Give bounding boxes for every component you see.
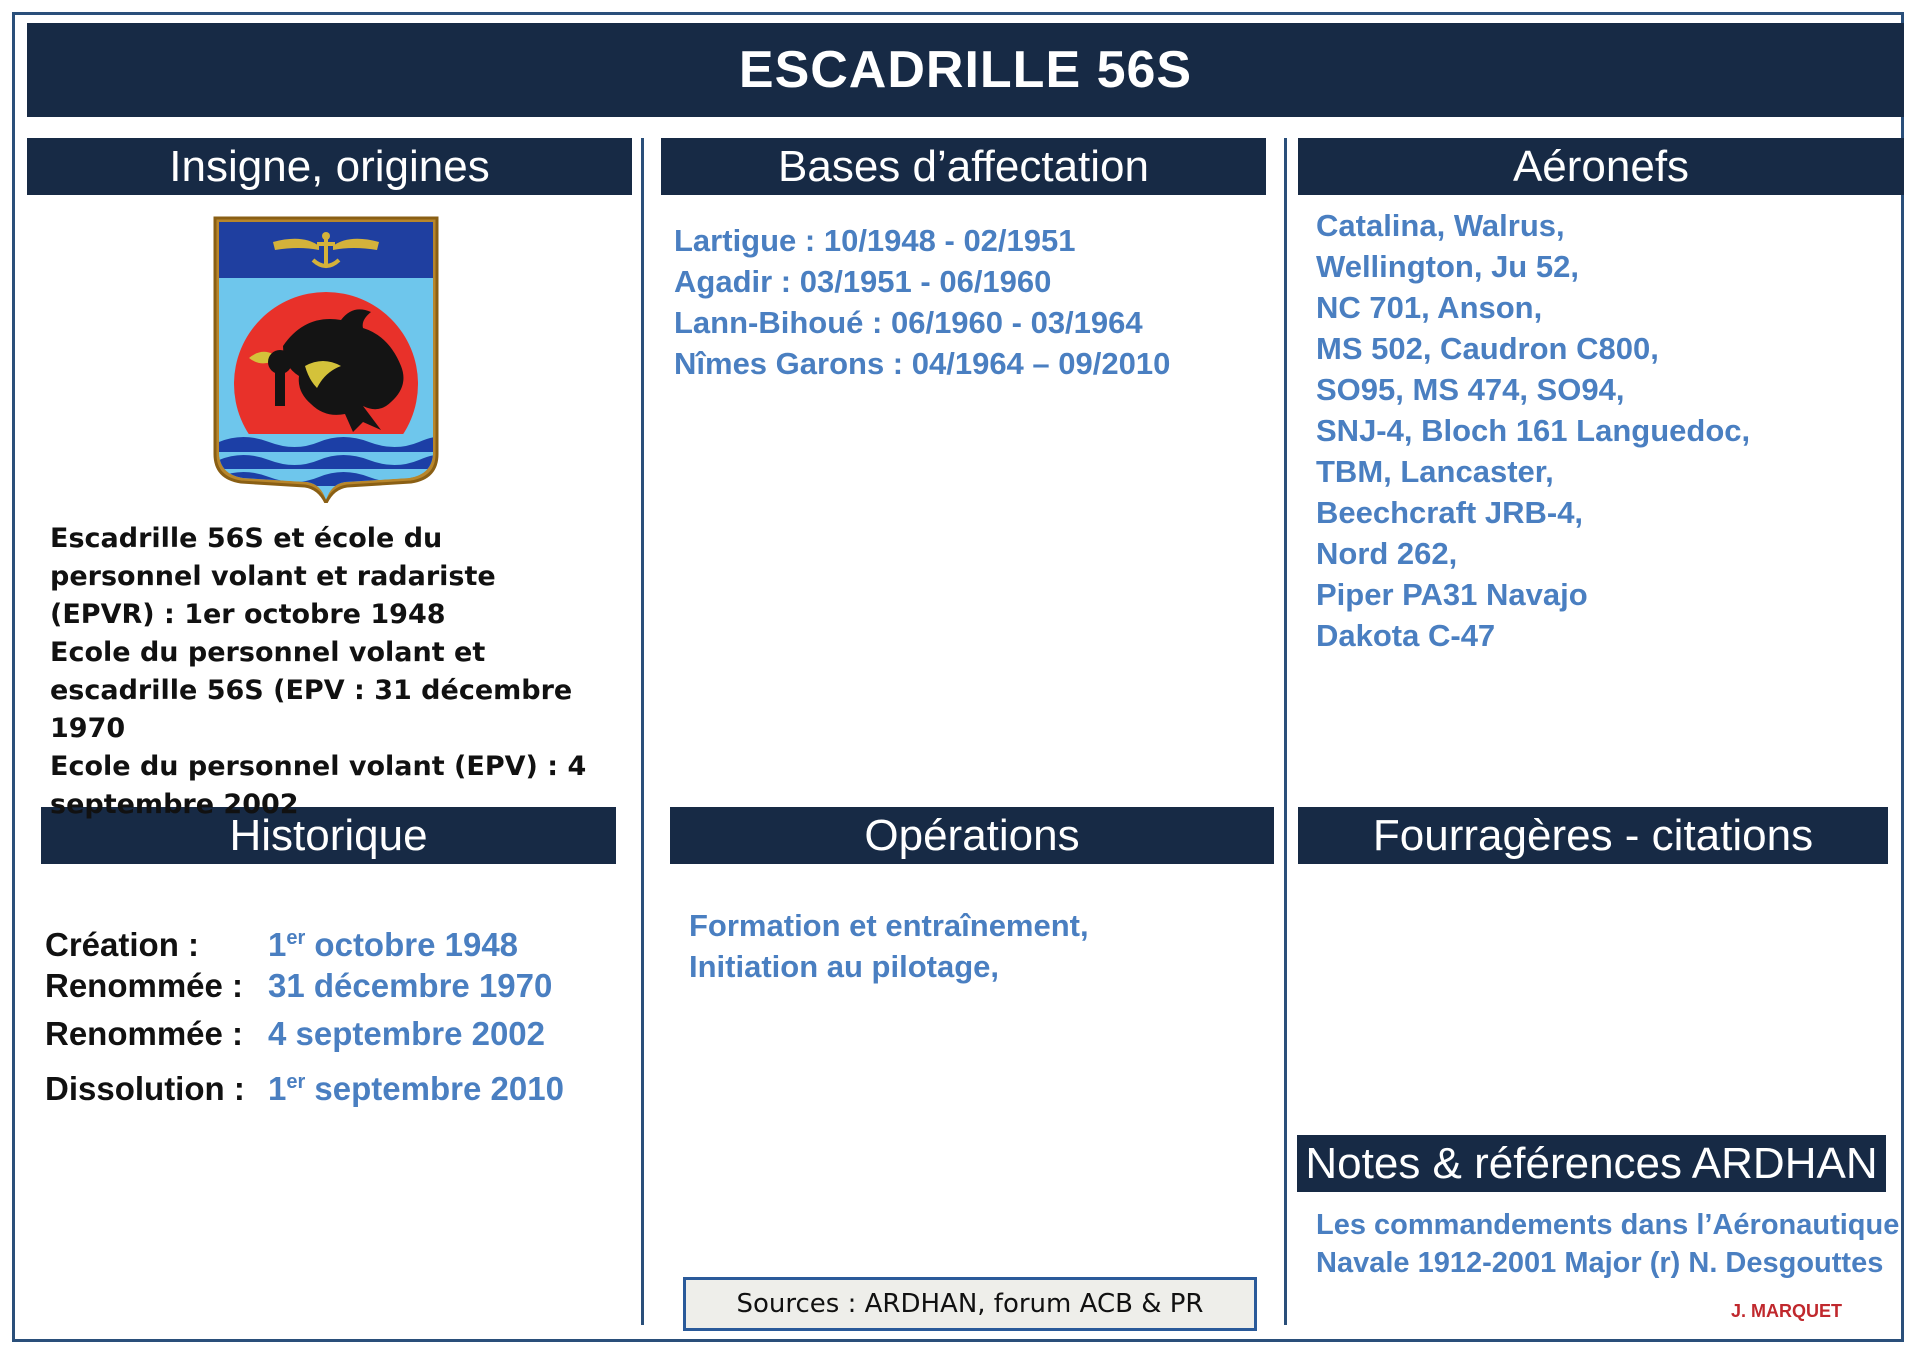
- aircraft-item: MS 502, Caudron C800,: [1316, 331, 1659, 366]
- page-title: ESCADRILLE 56S: [27, 23, 1904, 117]
- base-item: Agadir : 03/1951 - 06/1960: [674, 264, 1052, 299]
- history-label: Dissolution :: [45, 1070, 245, 1107]
- sources-box: Sources : ARDHAN, forum ACB & PR: [683, 1277, 1257, 1331]
- origins-line: Escadrille 56S et école du personnel volant et radariste (EPVR) : 1er octobre 1948: [50, 523, 496, 630]
- history-label: Renommée :: [45, 967, 244, 1004]
- bases-list: [674, 220, 1170, 384]
- note-item: Les commandements dans l’Aéronautique: [1316, 1209, 1900, 1241]
- aircraft-item: Beechcraft JRB-4,: [1316, 495, 1584, 530]
- aircraft-item: Wellington, Ju 52,: [1316, 249, 1579, 284]
- history-value: 1er octobre 1948: [268, 926, 519, 963]
- operations-list: [689, 905, 1089, 987]
- aircraft-item: SNJ-4, Bloch 161 Languedoc,: [1316, 413, 1751, 448]
- aircraft-item: TBM, Lancaster,: [1316, 454, 1554, 489]
- history-value: 4 septembre 2002: [268, 1015, 546, 1052]
- history-value: 31 décembre 1970: [268, 967, 553, 1004]
- origins-text: [50, 520, 590, 824]
- base-item: Lartigue : 10/1948 - 02/1951: [674, 223, 1076, 258]
- history-row: [45, 962, 564, 1010]
- column-divider-right: [1284, 138, 1287, 1325]
- operation-item: Formation et entraînement,: [689, 908, 1089, 943]
- history-row: [45, 914, 564, 962]
- author-credit: J. MARQUET: [1731, 1301, 1843, 1321]
- aircraft-item: NC 701, Anson,: [1316, 290, 1543, 325]
- history-label: Renommée :: [45, 1015, 244, 1052]
- operation-item: Initiation au pilotage,: [689, 949, 999, 984]
- aircraft-item: SO95, MS 474, SO94,: [1316, 372, 1625, 407]
- section-header-fourrageres: Fourragères - citations: [1298, 807, 1888, 864]
- section-header-operations: Opérations: [670, 807, 1274, 864]
- base-item: Nîmes Garons : 04/1964 – 09/2010: [674, 346, 1171, 381]
- aircraft-list: [1316, 205, 1750, 656]
- section-header-historique: Historique: [41, 807, 616, 864]
- history-row: [45, 1058, 564, 1106]
- aircraft-item: Catalina, Walrus,: [1316, 208, 1565, 243]
- history-label: Création :: [45, 926, 200, 963]
- section-header-insigne: Insigne, origines: [27, 138, 632, 195]
- history-row: [45, 1010, 564, 1058]
- escadrille-56s-shield-icon: [213, 216, 439, 503]
- aircraft-item: Nord 262,: [1316, 536, 1458, 571]
- history-list: [45, 914, 564, 1106]
- section-header-aeronefs: Aéronefs: [1298, 138, 1904, 195]
- section-header-notes: Notes & références ARDHAN: [1297, 1135, 1886, 1192]
- origins-line: Ecole du personnel volant et escadrille 56S (EPV : 31 décembre 1970: [50, 637, 573, 744]
- history-value: 1er septembre 2010: [268, 1070, 564, 1107]
- base-item: Lann-Bihoué : 06/1960 - 03/1964: [674, 305, 1143, 340]
- aircraft-item: Dakota C-47: [1316, 618, 1496, 653]
- column-divider-left: [641, 138, 644, 1325]
- aircraft-item: Piper PA31 Navajo: [1316, 577, 1588, 612]
- section-header-bases: Bases d’affectation: [661, 138, 1266, 195]
- notes-list: [1316, 1206, 1899, 1282]
- note-item: Navale 1912-2001 Major (r) N. Desgouttes: [1316, 1247, 1884, 1279]
- origins-line: Ecole du personnel volant (EPV) : 4 septembre 2002: [50, 751, 587, 820]
